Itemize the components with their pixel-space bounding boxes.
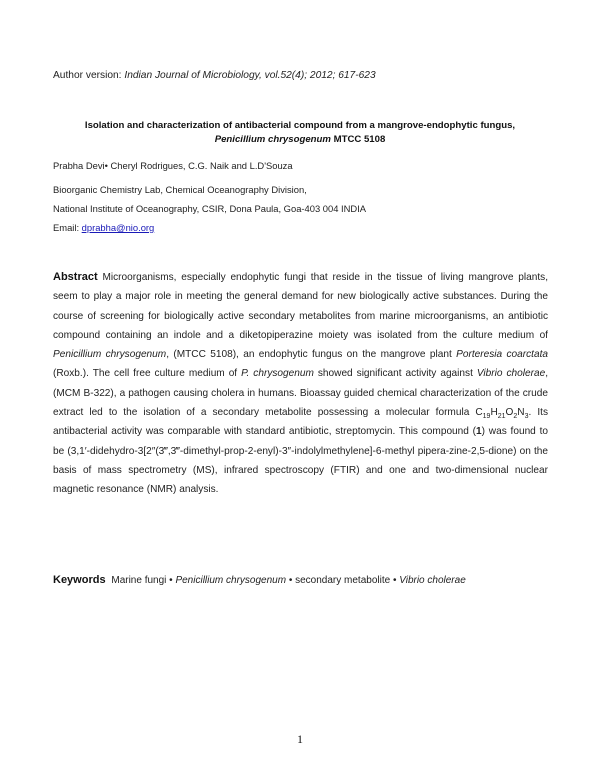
keyword-1: Marine fungi •: [111, 575, 176, 586]
formula-sub-c: 19: [482, 413, 491, 421]
keyword-2: Penicillium chrysogenum: [175, 575, 287, 586]
abstract-text-1: Microorganisms, especially endophytic fungi that reside in the tissue of living mangrove plants, seem to play a major role in meeting the general demand for new biologically active substances. During the course of screening for biologically active secondary metabolites from marine microorganisms, an antibiotic compound containing an indole and a diketopiperazine moiety was isolated from the culture medium of: [53, 272, 548, 341]
author-others: Cheryl Rodrigues, C.G. Naik and L.D'Souza: [107, 160, 293, 171]
abstract-text-3: (Roxb.). The cell free culture medium of: [53, 368, 242, 380]
formula-n: N: [517, 407, 525, 419]
abstract-text-4: showed significant activity against: [313, 368, 477, 380]
abstract-text-6: . Its antibacterial activity was comparable with standard antibiotic, streptomycin. This compound (: [53, 407, 548, 438]
formula-o: O: [505, 407, 514, 419]
author-version-prefix: Author version:: [53, 70, 125, 81]
keyword-4: Vibrio cholerae: [399, 575, 466, 586]
title-strain: MTCC 5108: [330, 134, 386, 145]
abstract-paragraph: [53, 268, 548, 500]
abstract-text-7: ) was found to be (3,1′-didehydro-3[2″(3‴,3‴-dimethyl-prop-2-enyl)-3″-indolylmethylene]-6-methyl pipera-zine-2,5-dione) on the basis of mass spectrometry (MS), infrared spectroscopy (FTIR) and one and two-dimensional nuclear magnetic resonance (NMR) analysis.: [53, 426, 548, 496]
keywords-heading: Keywords: [53, 574, 106, 586]
author-prabha-devi: Prabha Devi: [53, 160, 105, 171]
journal-citation: Indian Journal of Microbiology, vol.52(4); 2012; 617-623: [124, 70, 376, 81]
email-line: [53, 222, 154, 233]
title-species: Penicillium chrysogenum: [214, 134, 331, 145]
title-line-1: Isolation and characterization of antibacterial compound from a mangrove-endophytic fungus,: [84, 120, 516, 131]
abstract-species-2: P. chrysogenum: [241, 368, 314, 380]
formula-sub-n: 3: [524, 413, 529, 421]
formula-sub-h: 21: [497, 413, 506, 421]
author-list: [53, 160, 293, 171]
abstract-text-2: , (MTCC 5108), an endophytic fungus on the mangrove plant: [166, 349, 457, 361]
compound-number: 1: [476, 426, 482, 438]
formula-h: H: [490, 407, 498, 419]
abstract-pathogen: Vibrio cholerae: [476, 368, 546, 380]
formula-sub-o: 2: [513, 413, 518, 421]
abstract-plant-name: Porteresia coarctata: [456, 349, 549, 361]
author-version-line: [53, 70, 376, 81]
paper-title: [52, 119, 548, 147]
keywords-line: [53, 574, 548, 586]
abstract-heading: Abstract: [53, 271, 98, 283]
abstract-species-1: Penicillium chrysogenum: [53, 349, 167, 361]
email-link[interactable]: dprabha@nio.org: [81, 222, 155, 233]
affiliation-line-2: National Institute of Oceanography, CSIR, Dona Paula, Goa-403 004 INDIA: [53, 203, 367, 214]
abstract-text-5: , (MCM B-322), a pathogen causing cholera in humans. Bioassay guided chemical characterization of the crude extract led to the isolation of a secondary metabolite possessing a molecular formula C: [53, 368, 548, 419]
affiliation-line-1: Bioorganic Chemistry Lab, Chemical Oceanography Division,: [53, 184, 307, 195]
email-label: Email:: [53, 222, 82, 233]
keyword-3: • secondary metabolite •: [286, 575, 400, 586]
page-number: 1: [297, 732, 303, 746]
author-bullet: •: [104, 160, 108, 171]
